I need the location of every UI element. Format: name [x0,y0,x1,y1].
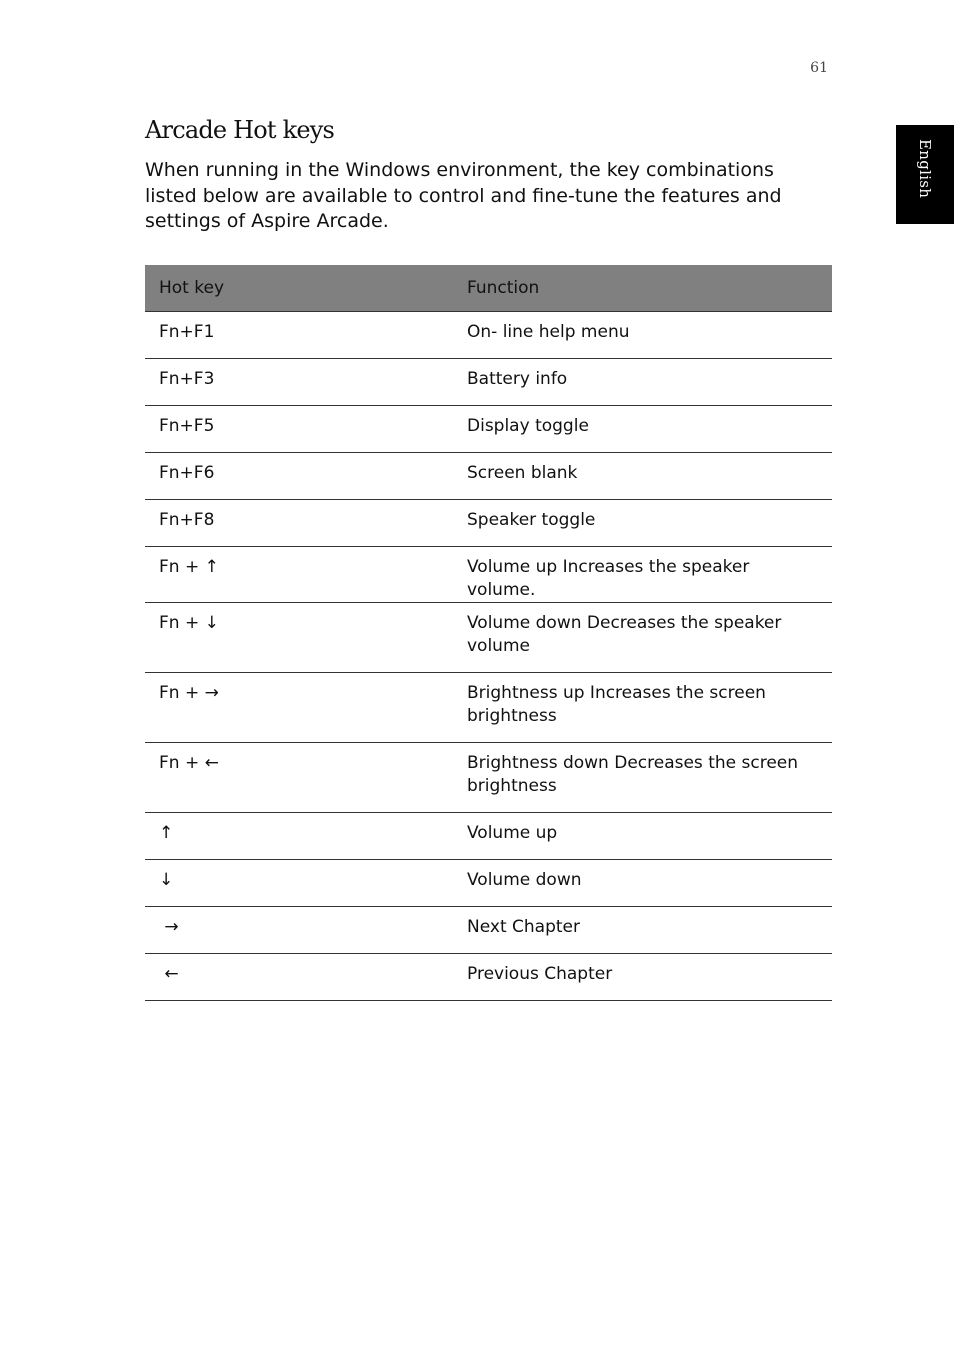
table-row [145,547,832,603]
hotkey-cell: Fn+F3 [145,359,453,406]
function-cell: Volume up [453,813,832,860]
hotkey-cell: Fn + → [145,673,453,743]
function-cell: Brightness up Increases the screen brightness [453,673,832,743]
hotkey-cell: Fn+F6 [145,453,453,500]
table-row [145,813,832,860]
table-row [145,603,832,673]
intro-paragraph: When running in the Windows environment, the key combinations listed below are available to control and fine-tune the features and settings of Aspire Arcade. [145,159,782,232]
hotkey-cell: Fn+F1 [145,312,453,359]
function-cell: Brightness down Decreases the screen brightness [453,743,832,813]
function-cell: Display toggle [453,406,832,453]
function-cell: Battery info [453,359,832,406]
function-cell: Volume down [453,860,832,907]
function-cell: Volume down Decreases the speaker volume [453,603,832,673]
hotkey-cell: Fn + ↑ [145,547,453,603]
hotkey-cell: Fn + ↓ [145,603,453,673]
function-cell: Speaker toggle [453,500,832,547]
page-number: 61 [810,60,828,76]
section-title: Arcade Hot keys [145,116,335,144]
hotkey-cell: ↑ [145,813,453,860]
hotkey-cell: Fn+F5 [145,406,453,453]
hotkey-cell: Fn+F8 [145,500,453,547]
function-cell: Volume up Increases the speaker volume. [453,547,832,603]
hotkey-table [145,265,832,1001]
language-side-tab [896,125,954,224]
hotkey-cell: → [145,907,453,954]
table-row [145,406,832,453]
hotkey-cell: ← [145,954,453,1001]
function-cell: Screen blank [453,453,832,500]
function-cell: Next Chapter [453,907,832,954]
header-function: Function [453,265,832,312]
table-row [145,743,832,813]
header-hotkey: Hot key [145,265,453,312]
table-row [145,907,832,954]
table-row [145,359,832,406]
table-row [145,860,832,907]
function-cell: Previous Chapter [453,954,832,1001]
table-row [145,673,832,743]
language-side-tab-label: English [916,139,934,199]
table-row [145,312,832,359]
hotkey-cell: ↓ [145,860,453,907]
table-row [145,453,832,500]
hotkey-cell: Fn + ← [145,743,453,813]
table-header-row [145,265,832,312]
table-row [145,954,832,1001]
table-row [145,500,832,547]
function-cell: On- line help menu [453,312,832,359]
